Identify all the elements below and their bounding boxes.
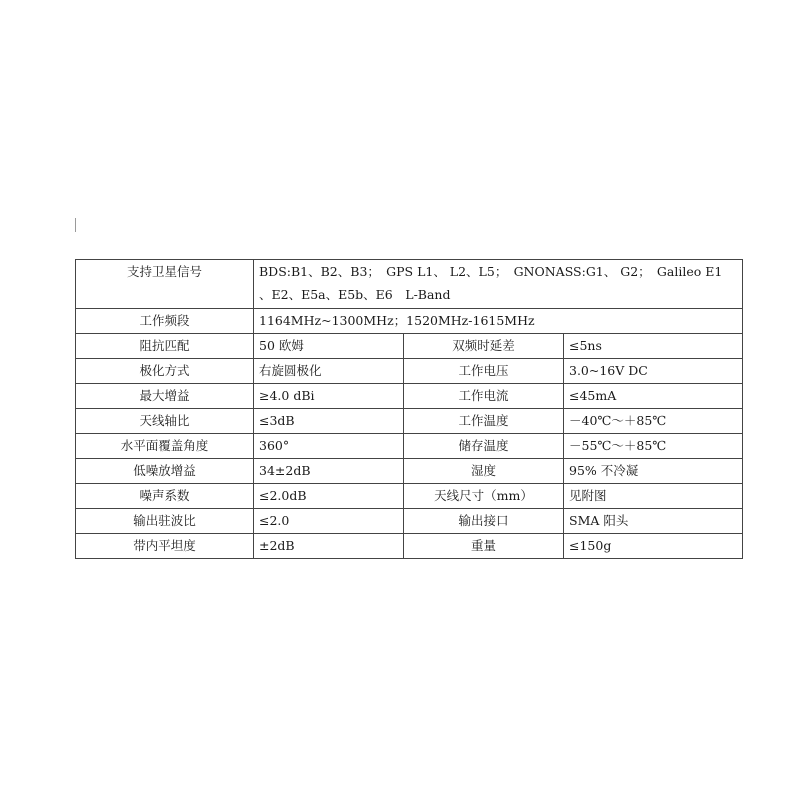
table-row xyxy=(76,459,743,484)
row-value: 95% 不冷凝 xyxy=(564,459,743,484)
row-value: SMA 阳头 xyxy=(564,509,743,534)
row-value: －55℃～＋85℃ xyxy=(564,434,743,459)
spec-table xyxy=(75,259,743,559)
row-label: 支持卫星信号 xyxy=(76,260,254,309)
table-row xyxy=(76,334,743,359)
row-label: 双频时延差 xyxy=(404,334,564,359)
row-label: 工作电流 xyxy=(404,384,564,409)
row-label: 湿度 xyxy=(404,459,564,484)
row-label: 天线轴比 xyxy=(76,409,254,434)
margin-mark xyxy=(75,218,76,232)
table-row xyxy=(76,484,743,509)
table-row xyxy=(76,309,743,334)
row-value: ≤5ns xyxy=(564,334,743,359)
row-value: ≥4.0 dBi xyxy=(254,384,404,409)
row-value: 1164MHz~1300MHz；1520MHz-1615MHz xyxy=(254,309,743,334)
row-label: 带内平坦度 xyxy=(76,534,254,559)
row-value: ≤45mA xyxy=(564,384,743,409)
row-value: 右旋圆极化 xyxy=(254,359,404,384)
row-label: 极化方式 xyxy=(76,359,254,384)
row-value: 50 欧姆 xyxy=(254,334,404,359)
table-row xyxy=(76,384,743,409)
row-label: 最大增益 xyxy=(76,384,254,409)
row-label: 阻抗匹配 xyxy=(76,334,254,359)
row-label: 重量 xyxy=(404,534,564,559)
table-row xyxy=(76,409,743,434)
table-row xyxy=(76,260,743,309)
row-value: ≤2.0dB xyxy=(254,484,404,509)
table-row xyxy=(76,509,743,534)
row-value: 3.0~16V DC xyxy=(564,359,743,384)
row-label: 储存温度 xyxy=(404,434,564,459)
row-value: －40℃～＋85℃ xyxy=(564,409,743,434)
row-value: ±2dB xyxy=(254,534,404,559)
row-value: ≤2.0 xyxy=(254,509,404,534)
row-value: 360° xyxy=(254,434,404,459)
row-label: 工作频段 xyxy=(76,309,254,334)
row-label: 低噪放增益 xyxy=(76,459,254,484)
row-label: 水平面覆盖角度 xyxy=(76,434,254,459)
row-value: 见附图 xyxy=(564,484,743,509)
row-label: 输出驻波比 xyxy=(76,509,254,534)
row-label: 噪声系数 xyxy=(76,484,254,509)
table-row xyxy=(76,359,743,384)
table-row xyxy=(76,534,743,559)
row-value: BDS:B1、B2、B3； GPS L1、 L2、L5； GNONASS:G1、 G2； Galileo E1 、E2、E5a、E5b、E6 L-Band xyxy=(254,260,743,309)
row-label: 天线尺寸（mm） xyxy=(404,484,564,509)
row-label: 工作电压 xyxy=(404,359,564,384)
row-value: ≤150g xyxy=(564,534,743,559)
row-label: 工作温度 xyxy=(404,409,564,434)
row-label: 输出接口 xyxy=(404,509,564,534)
row-value: 34±2dB xyxy=(254,459,404,484)
row-value: ≤3dB xyxy=(254,409,404,434)
table-row xyxy=(76,434,743,459)
